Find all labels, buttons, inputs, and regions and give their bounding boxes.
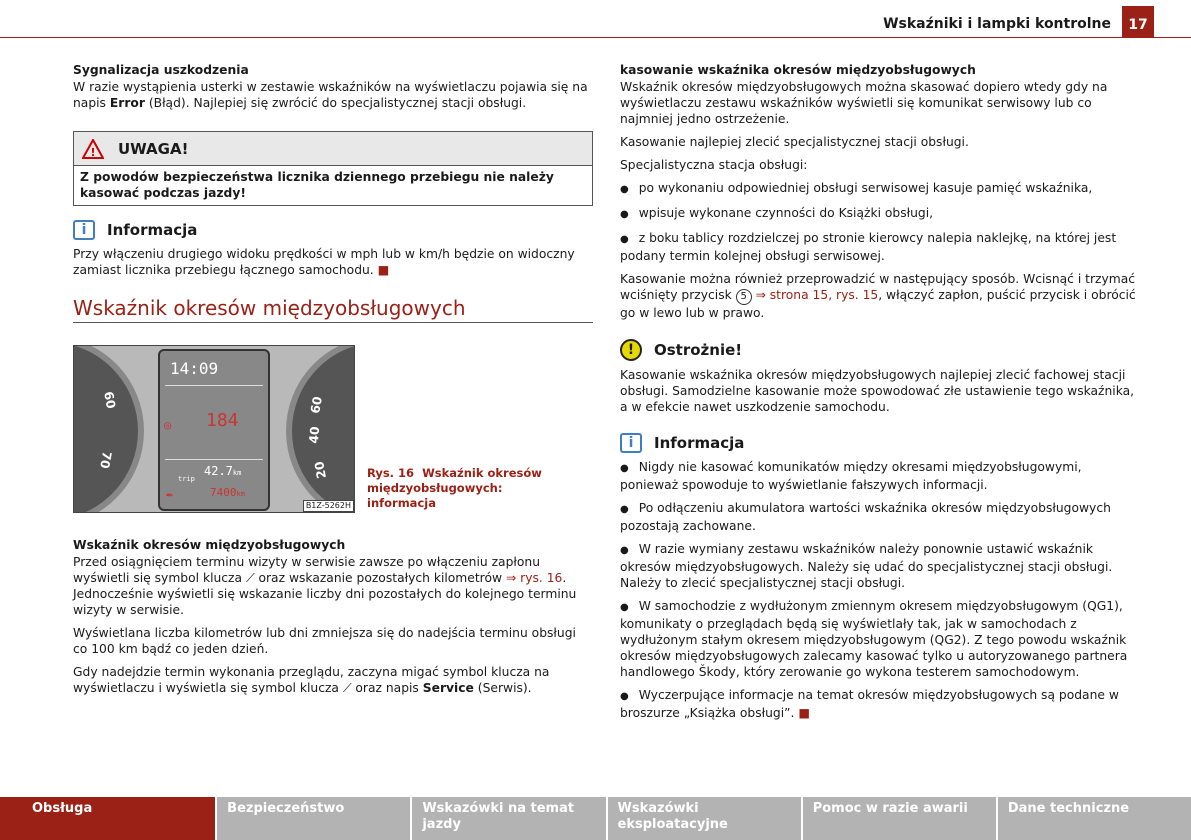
wrench-icon: ⟋ [342,681,352,695]
tab-bezpieczenstwo[interactable]: Bezpieczeństwo [217,797,410,840]
tab-wskazowki-eksploatacyjne[interactable]: Wskazówki eksploatacyjne [608,797,801,840]
list-item: ● W razie wymiany zestawu wskaźników należy ponownie ustawić wskaźnik okresów międzyobsługowych. Należy się udać do specjalistycznej stacji obsługi. Należy to zlecić specjalistycznej stacji obsługi. [620,541,1140,591]
page-link[interactable]: ⇒ strona 15, rys. 15 [755,288,879,302]
left-column [73,62,593,703]
page-number: 17 [1122,6,1154,38]
tab-dane-techniczne[interactable]: Dane techniczne [998,797,1191,840]
tab-obsluga[interactable]: Obsługa [0,797,215,840]
paragraph: W razie wystąpienia usterki w zestawie wskaźników na wyświetlaczu pojawia się na napis Error (Błąd). Najlepiej się zwrócić do specjalistycznej stacji obsługi. [73,80,588,110]
footer-nav [0,797,1191,840]
list-item: ● Wyczerpujące informacje na temat okresów międzyobsługowych są podane w broszurze „Książka obsługi”. ■ [620,687,1140,721]
figure-link[interactable]: ⇒ rys. 16 [505,571,563,585]
warning-triangle-icon [82,139,104,159]
list-item: ● Nigdy nie kasować komunikatów między okresami międzyobsługowymi, ponieważ spowoduje to wyświetlanie fałszywych informacji. [620,459,1140,493]
wrench-icon: ⟋ [245,571,255,585]
paragraph: Gdy nadejdzie termin wykonania przeglądu, zaczyna migać symbol klucza na wyświetlaczu i wyświetla się symbol klucza ⟋ oraz napis Service (Serwis). [73,665,550,695]
info-icon: i [73,220,95,240]
paragraph: Przed osiągnięciem terminu wizyty w serwisie zawsze po włączeniu zapłonu wyświetli się symbol klucza ⟋ oraz wskazanie pozostałych kilometrów ⇒ rys. 16. Jednocześnie wyświetli się wskazanie liczby dni pozostałych do kolejnego terminu wizyty w serwisie. [73,555,577,617]
subheading: kasowanie wskaźnika okresów międzyobsługowych [620,63,976,77]
paragraph: Kasowanie najlepiej zlecić specjalistycznej stacji obsługi. [620,135,969,149]
svg-text:!: ! [90,145,96,159]
list-item: ● z boku tablicy rozdzielczej po stronie kierowcy nalepia naklejkę, na której jest podany termin kolejnej obsługi serwisowej. [620,230,1140,264]
list-item: ● W samochodzie z wydłużonym zmiennym okresem międzyobsługowym (QG1), komunikaty o przeglądach będą się wyświetlały tak, jak w samochodach z wydłużonym stałym okresem międzyobsługowym (QG2). Z tego powodu wskaźnik okresów międzyobsługowych zalecamy kasować tylko u autoryzowanego partnera handlowego Škody, który zerowanie go wykona testerem samochodowym. [620,598,1140,680]
paragraph: Wyświetlana liczba kilometrów lub dni zmniejsza się do nadejścia terminu obsługi co 100 km bądź co jeden dzień. [73,626,576,656]
button-5-icon: 5 [736,289,752,305]
warning-text: Z powodów bezpieczeństwa licznika dziennego przebiegu nie należy kasować podczas jazdy! [80,170,554,200]
caution-title: Ostrożnie! [654,341,743,359]
info-title: Informacja [107,221,198,239]
tab-pomoc[interactable]: Pomoc w razie awarii [803,797,996,840]
tab-wskazowki-jazdy[interactable]: Wskazówki na temat jazdy [412,797,605,840]
warning-box [73,131,593,206]
list-item: ● Po odłączeniu akumulatora wartości wskaźnika okresów międzyobsługowych pozostają zachowane. [620,500,1140,534]
subheading: Sygnalizacja uszkodzenia [73,63,249,77]
instrument-cluster-image: 60 70 60 40 20 14:09 ◎ 184 trip 42.7km ✒ 7400km B1Z-5262H [73,345,355,513]
page-header [0,0,1191,38]
paragraph: Wskaźnik okresów międzyobsługowych można skasować dopiero wtedy gdy na wyświetlaczu zestawu wskaźników wyświetli się komunikat serwisowy lub co najmniej jedno ostrzeżenie. [620,80,1108,126]
lcd-display: 14:09 ◎ 184 trip 42.7km ✒ 7400km [158,349,270,511]
list-item: ● wpisuje wykonane czynności do Książki obsługi, [620,205,1140,223]
warning-title: UWAGA! [118,139,189,158]
list-item: ● po wykonaniu odpowiedniej obsługi serwisowej kasuje pamięć wskaźnika, [620,180,1140,198]
info-text: Przy włączeniu drugiego widoku prędkości w mph lub w km/h będzie on widoczny zamiast licznika przebiegu łącznego samochodu. ■ [73,247,575,277]
section-title: Wskaźnik okresów międzyobsługowych [73,300,593,323]
subheading: Wskaźnik okresów międzyobsługowych [73,538,346,552]
figure [73,345,593,513]
right-column [620,62,1140,728]
chapter-title: Wskaźniki i lampki kontrolne [883,16,1111,32]
info-icon: i [620,433,642,453]
paragraph: Kasowanie można również przeprowadzić w następujący sposób. Wcisnąć i trzymać wciśnięty przycisk 5 ⇒ strona 15, rys. 15, włączyć zapłon, puścić przycisk i obrócić go w lewo lub w prawo. [620,272,1136,320]
info-title: Informacja [654,434,745,452]
wrench-icon: ✒ [166,487,174,501]
caution-text: Kasowanie wskaźnika okresów międzyobsługowych najlepiej zlecić fachowej stacji obsługi. Samodzielne kasowanie może spowodować złe ustawienie tego wskaźnika, a w efekcie nawet uszkodzenie samochodu. [620,368,1135,414]
figure-caption: Rys. 16 Wskaźnik okresów międzyobsługowych: informacja [367,466,542,510]
caution-icon: ! [620,339,642,361]
paragraph: Specjalistyczna stacja obsługi: [620,158,808,172]
